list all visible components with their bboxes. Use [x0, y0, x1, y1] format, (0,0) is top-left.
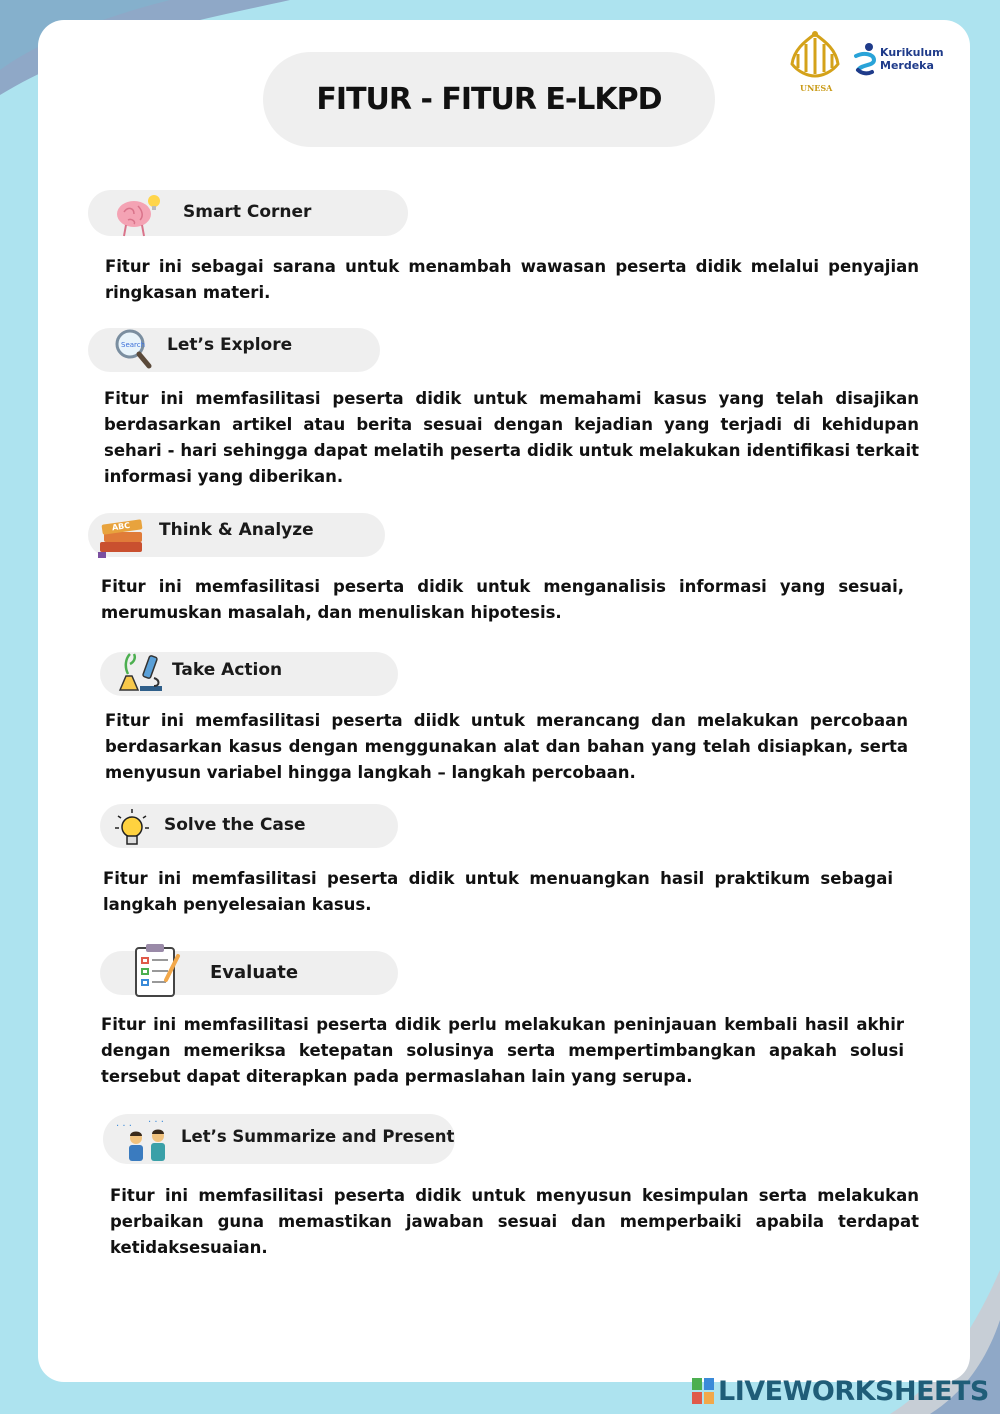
svg-text:. . .: . . . [148, 1114, 164, 1125]
section-title-solve-the-case: Solve the Case [164, 815, 306, 835]
unesa-label: UNESA [800, 83, 833, 93]
title-banner [263, 52, 715, 147]
section-title-think-analyze: Think & Analyze [159, 520, 314, 540]
unesa-logo-icon [784, 28, 846, 90]
section-title-lets-explore: Let’s Explore [167, 335, 293, 355]
svg-text:Search: Search [121, 341, 146, 349]
clipboard-icon [132, 942, 184, 998]
section-title-smart-corner: Smart Corner [183, 202, 312, 222]
kurikulum-merdeka-logo-icon [852, 42, 878, 78]
section-text-smart-corner: Fitur ini sebagai sarana untuk menambah wawasan peserta didik melalui penyajian ringkasan materi. [105, 257, 919, 302]
books-icon [94, 512, 150, 560]
section-title-evaluate: Evaluate [210, 962, 299, 983]
liveworksheets-watermark [692, 1374, 989, 1408]
liveworksheets-logo-icon [692, 1378, 714, 1404]
section-text-lets-explore: Fitur ini memfasilitasi peserta didik untuk memahami kasus yang telah disajikan berdasarkan artikel atau berita sesuai dengan kejadian yang terjadi di kehidupan sehari - hari sehingga dapat melatih peserta didik untuk melakukan identifikasi terkait informasi yang diberikan. [104, 389, 919, 486]
discussion-icon [116, 1112, 176, 1164]
brain-icon [112, 192, 164, 238]
section-text-solve-the-case: Fitur ini memfasilitasi peserta didik untuk menuangkan hasil praktikum sebagai langkah penyelesaian kasus. [103, 869, 893, 914]
liveworksheets-brand: LIVEWORKSHEETS [718, 1375, 989, 1407]
svg-text:. . .: . . . [116, 1118, 132, 1129]
lightbulb-icon [114, 808, 150, 848]
microscope-icon [116, 650, 166, 698]
logo-group [784, 28, 954, 98]
section-text-think-analyze: Fitur ini memfasilitasi peserta didik untuk menganalisis informasi yang sesuai, merumuskan masalah, dan menuliskan hipotesis. [101, 577, 904, 622]
page-title: FITUR - FITUR E-LKPD [316, 82, 662, 117]
section-text-take-action: Fitur ini memfasilitasi peserta diidk untuk merancang dan melakukan percobaan berdasarkan kasus dengan menggunakan alat dan bahan yang telah disiapkan, serta menyusun variabel hingga langkah – langkah percobaan. [105, 711, 908, 782]
svg-text:ABC: ABC [111, 520, 131, 533]
section-title-take-action: Take Action [172, 660, 283, 680]
kurikulum-merdeka-label: Kurikulum Merdeka [880, 46, 944, 72]
section-title-lets-summarize: Let’s Summarize and Present [181, 1127, 455, 1146]
section-text-evaluate: Fitur ini memfasilitasi peserta didik perlu melakukan peninjauan kembali hasil akhir dengan memeriksa ketepatan solusinya serta mempertimbangkan apakah solusi tersebut dapat diterapkan pada permaslahan lain yang serupa. [101, 1015, 904, 1086]
magnifier-icon [112, 328, 152, 370]
section-text-lets-summarize: Fitur ini memfasilitasi peserta didik untuk menyusun kesimpulan serta melakukan perbaikan guna memastikan jawaban sesuai dan memperbaiki apabila terdapat ketidaksesuaian. [110, 1186, 919, 1257]
